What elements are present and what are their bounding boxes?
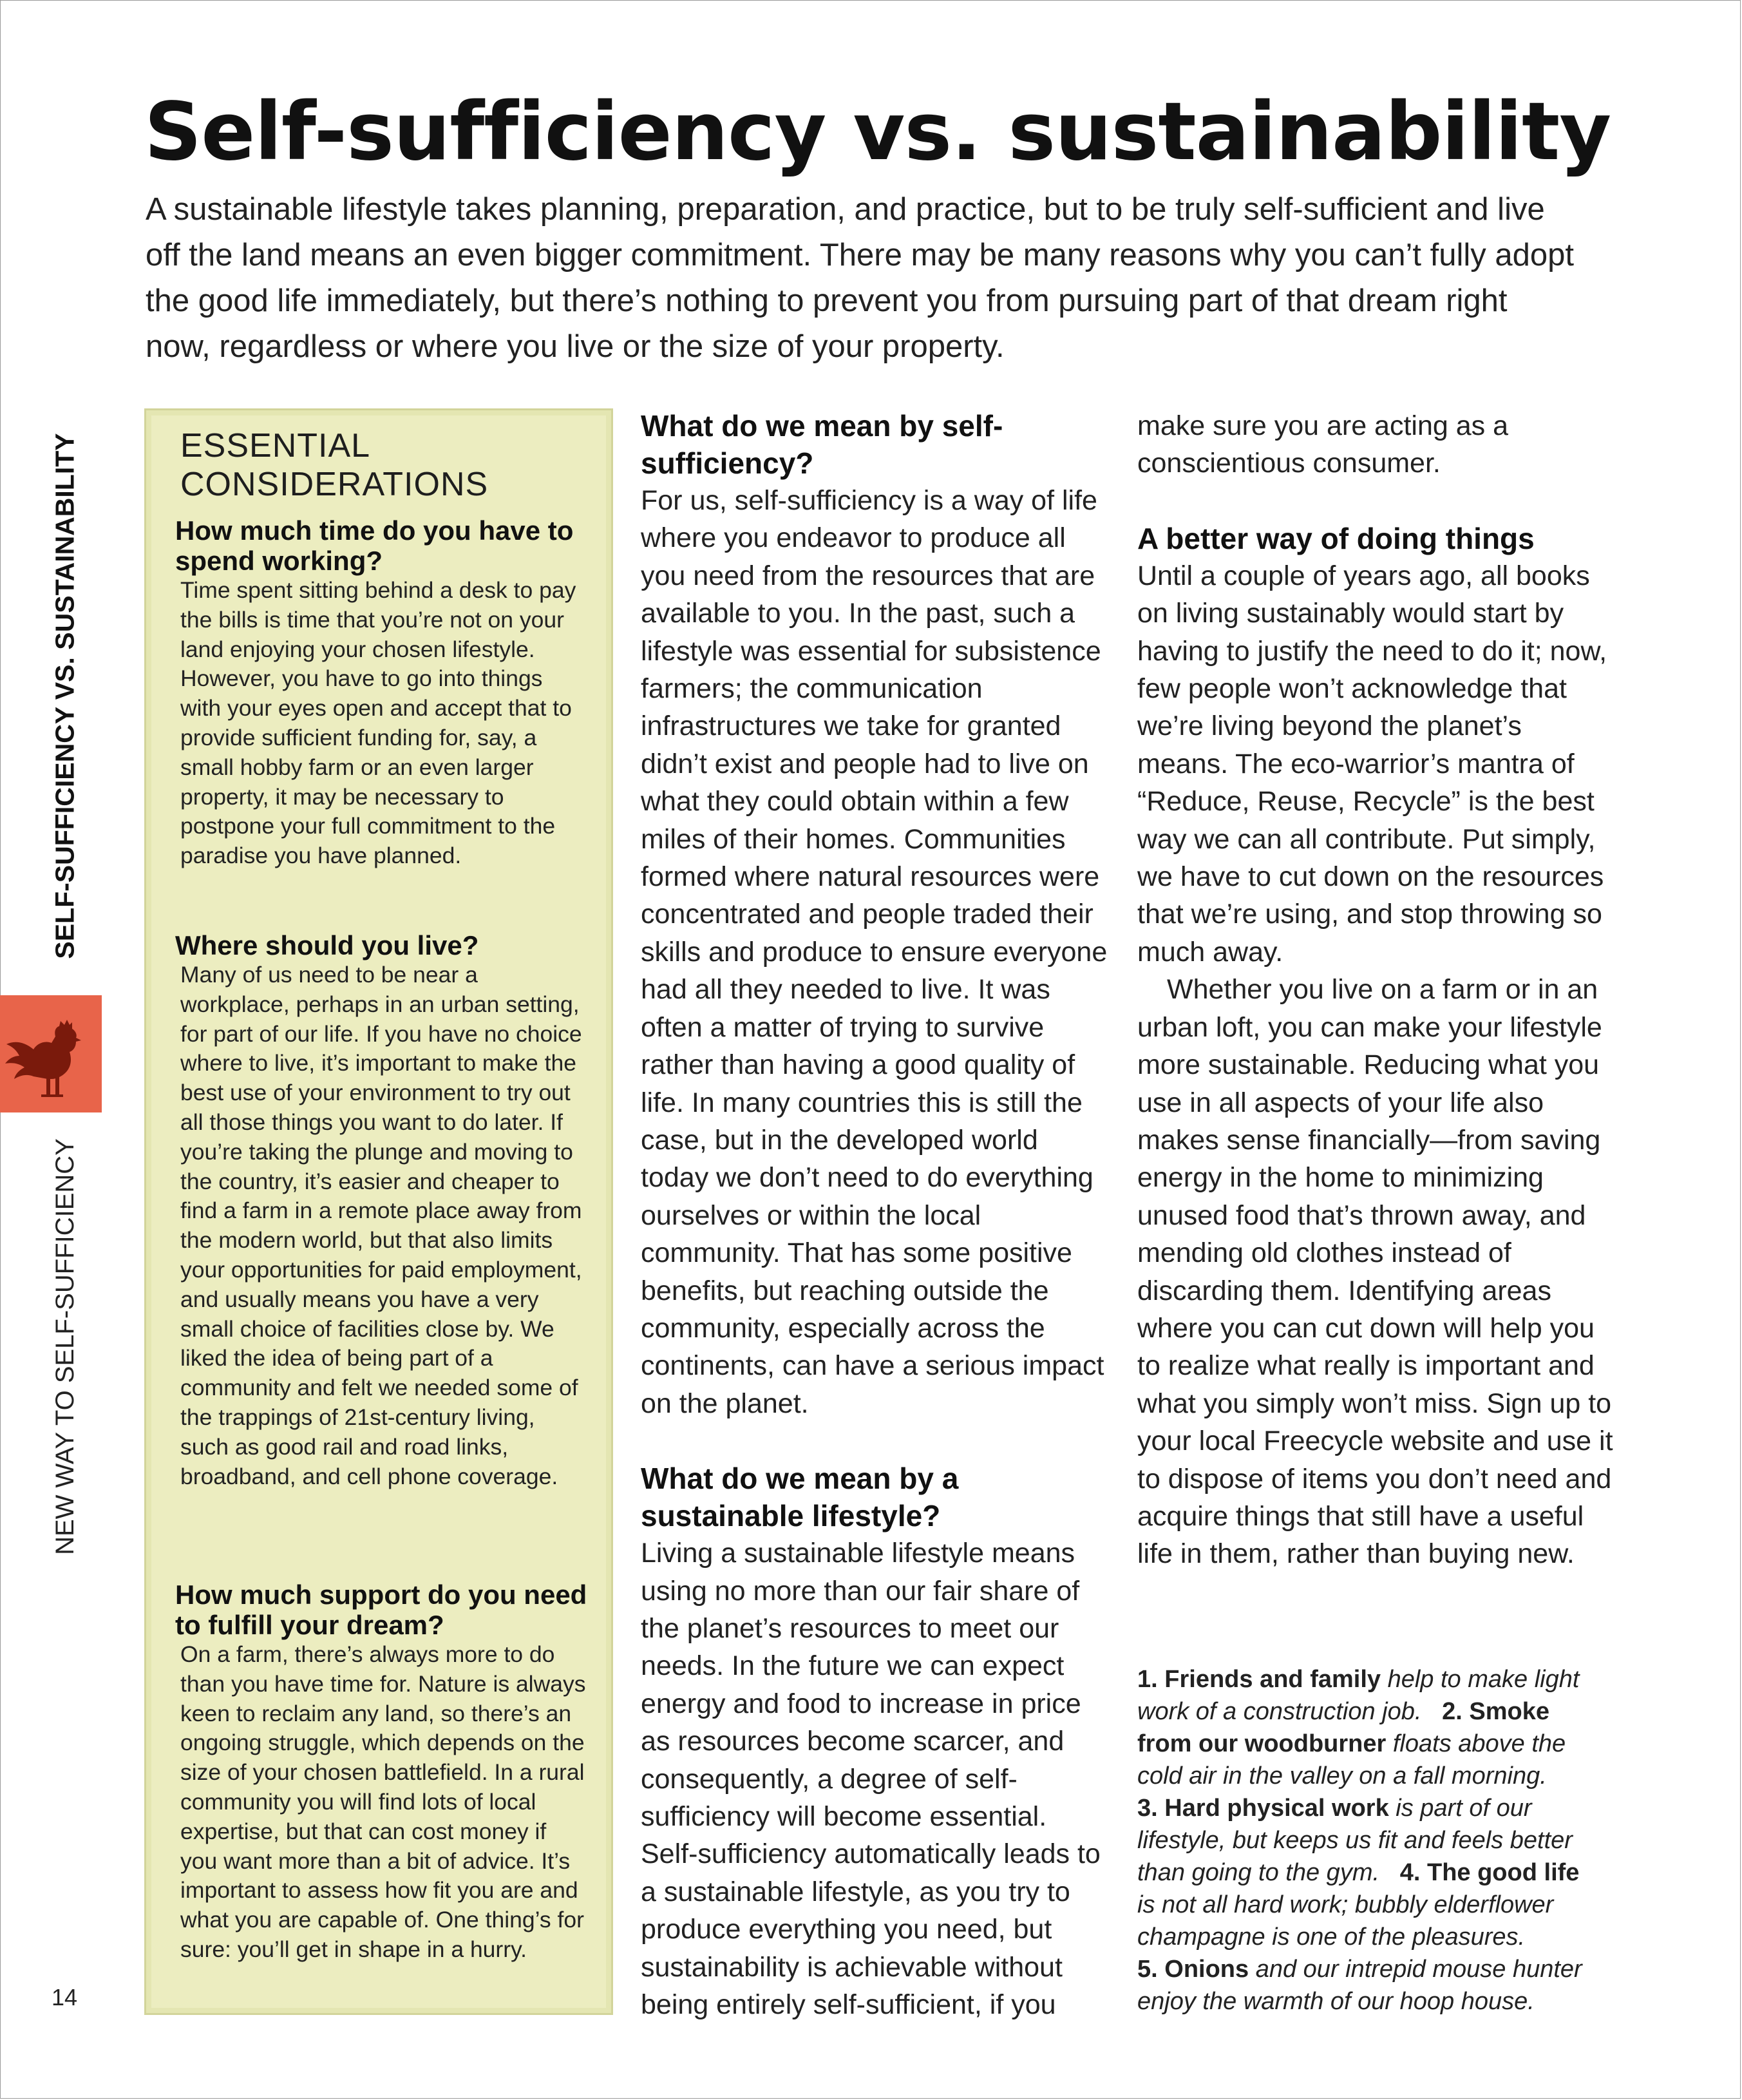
caption: 5. Onions and our intrepid mouse hunter enjoy the warmth of our hoop house.: [1137, 1956, 1582, 2015]
article-column-right: [1137, 407, 1614, 1573]
running-head-section-text: NEW WAY TO SELF-SUFFICIENCY: [50, 1138, 79, 1555]
section-heading: What do we mean by a sustainable lifestyle?: [641, 1462, 959, 1533]
caption: 1. Friends and family help to make light work of a construction job.: [1137, 1666, 1580, 1725]
sidebar-question: Where should you live?: [175, 930, 479, 960]
sidebar-item: [175, 1580, 587, 1965]
sidebar-answer: On a farm, there’s always more to do than you have time for. Nature is always keen to reclaim any land, so there’s an ongoing struggle, which depends on the size of your chosen battlefield. In a rural community you will find lots of local expertise, but that can cost money if you want more than a bit of advice. It’s important to assess how fit you are and what you are capable of. One thing’s for sure: you’ll get in shape in a hurry.: [180, 1641, 586, 1962]
sidebar-item: [175, 515, 587, 871]
section-body: For us, self-sufficiency is a way of life where you endeavor to produce all you need from the resources that are available to you. In the past, such a lifestyle was essential for subsistence farmers; the communication infrastructures we take for granted didn’t exist and people had to live on what they could obtain within a few miles of their homes. Communities formed where natural resources were concentrated and people traded their skills and produce to ensure everyone had all they needed to live. It was often a matter of trying to survive rather than having a good quality of life. In many countries this is still the case, but in the developed world today we don’t need to do everything ourselves or within the local community. That has some positive benefits, but reaching outside the community, especially across the continents, can have a serious impact on the planet.: [641, 485, 1108, 1419]
section-body: make sure you are acting as a conscientious consumer.: [1137, 410, 1509, 479]
sidebar-item: [175, 930, 587, 1491]
rooster-icon: [0, 995, 102, 1112]
section-heading: A better way of doing things: [1137, 521, 1535, 555]
intro-paragraph: A sustainable lifestyle takes planning, preparation, and practice, but to be truly self-sufficient and live off the land means an even bigger commitment. There may be many reasons why you can’t fully adopt the good life immediately, but there’s nothing to prevent you from pursuing part of that dream right now, regardless or where you live or the size of your property.: [146, 192, 1574, 364]
rooster-badge: [0, 995, 102, 1112]
section-body: Until a couple of years ago, all books on living sustainably would start by having to justify the need to do it; now, few people won’t acknowledge that we’re living beyond the planet’s means. The eco-warrior’s mantra of “Reduce, Reuse, Recycle” is the best way we can all contribute. Put simply, we have to cut down on the resources that we’re using, and stop throwing so much away.: [1137, 560, 1607, 968]
section-body: Living a sustainable lifestyle means using no more than our fair share of the planet’s resources to meet our needs. In the future we can expect energy and food to increase in price as resources become scarcer, and consequently, a degree of self-sufficiency will become essential. Self-sufficiency automatically leads to a sustainable lifestyle, as you try to produce everything you need, but sustainability is achievable without being entirely self-sufficient, if you: [641, 1538, 1101, 2021]
running-head-title-text: SELF-SUFFICIENCY VS. SUSTAINABILITY: [50, 432, 80, 959]
sidebar-heading: ESSENTIAL CONSIDERATIONS: [180, 427, 489, 503]
sidebar-answer: Many of us need to be near a workplace, perhaps in an urban setting, for part of our life. If you have no choice where to live, it’s important to make the best use of your environment to try out all those things you want to do later. If you’re taking the plunge and moving to the country, it’s easier and cheaper to find a farm in a remote place away from the modern world, but that also limits your opportunities for paid employment, and usually means you have a very small choice of facilities close by. We liked the idea of being part of a community and felt we needed some of the trappings of 21st-century living, such as good rail and road links, broadband, and cell phone coverage.: [180, 962, 582, 1489]
sidebar-answer: Time spent sitting behind a desk to pay the bills is time that you’re not on your land enjoying your chosen lifestyle. However, you have to go into things with your eyes open and accept that to provide sufficient funding for, say, a small hobby farm or an even larger property, it may be necessary to postpone your full commitment to the paradise you have planned.: [180, 577, 576, 869]
caption: 2. Smoke from our woodburner floats above the cold air in the valley on a fall morning.: [1137, 1698, 1566, 1790]
photo-captions: [1137, 1663, 1601, 2018]
page-title: Self-sufficiency vs. sustainability: [144, 86, 1611, 178]
sidebar-question: How much support do you need to fulfill your dream?: [175, 1580, 587, 1640]
caption: 4. The good life is not all hard work; bubbly elderflower champagne is one of the pleasures.: [1137, 1859, 1580, 1951]
sidebar-question: How much time do you have to spend working?: [175, 515, 574, 576]
caption: 3. Hard physical work is part of our lifestyle, but keeps us fit and feels better than going to the gym.: [1137, 1795, 1573, 1886]
running-head-title: [48, 425, 82, 966]
section-body: Whether you live on a farm or in an urban loft, you can make your lifestyle more sustainable. Reducing what you use in all aspects of your life also makes sense financially—from saving energy in the home to minimizing unused food that’s thrown away, and mending old clothes instead of discarding them. Identifying areas where you can cut down will help you to realize what really is important and what you simply won’t miss. Sign up to your local Freecycle website and use it to dispose of items you don’t need and acquire things that still have a useful life in them, rather than buying new.: [1137, 974, 1613, 1570]
article-column-middle: [641, 407, 1111, 2023]
page-number: 14: [52, 1984, 78, 2010]
section-heading: What do we mean by self-sufficiency?: [641, 409, 1003, 480]
running-head-section: [48, 1134, 82, 1559]
